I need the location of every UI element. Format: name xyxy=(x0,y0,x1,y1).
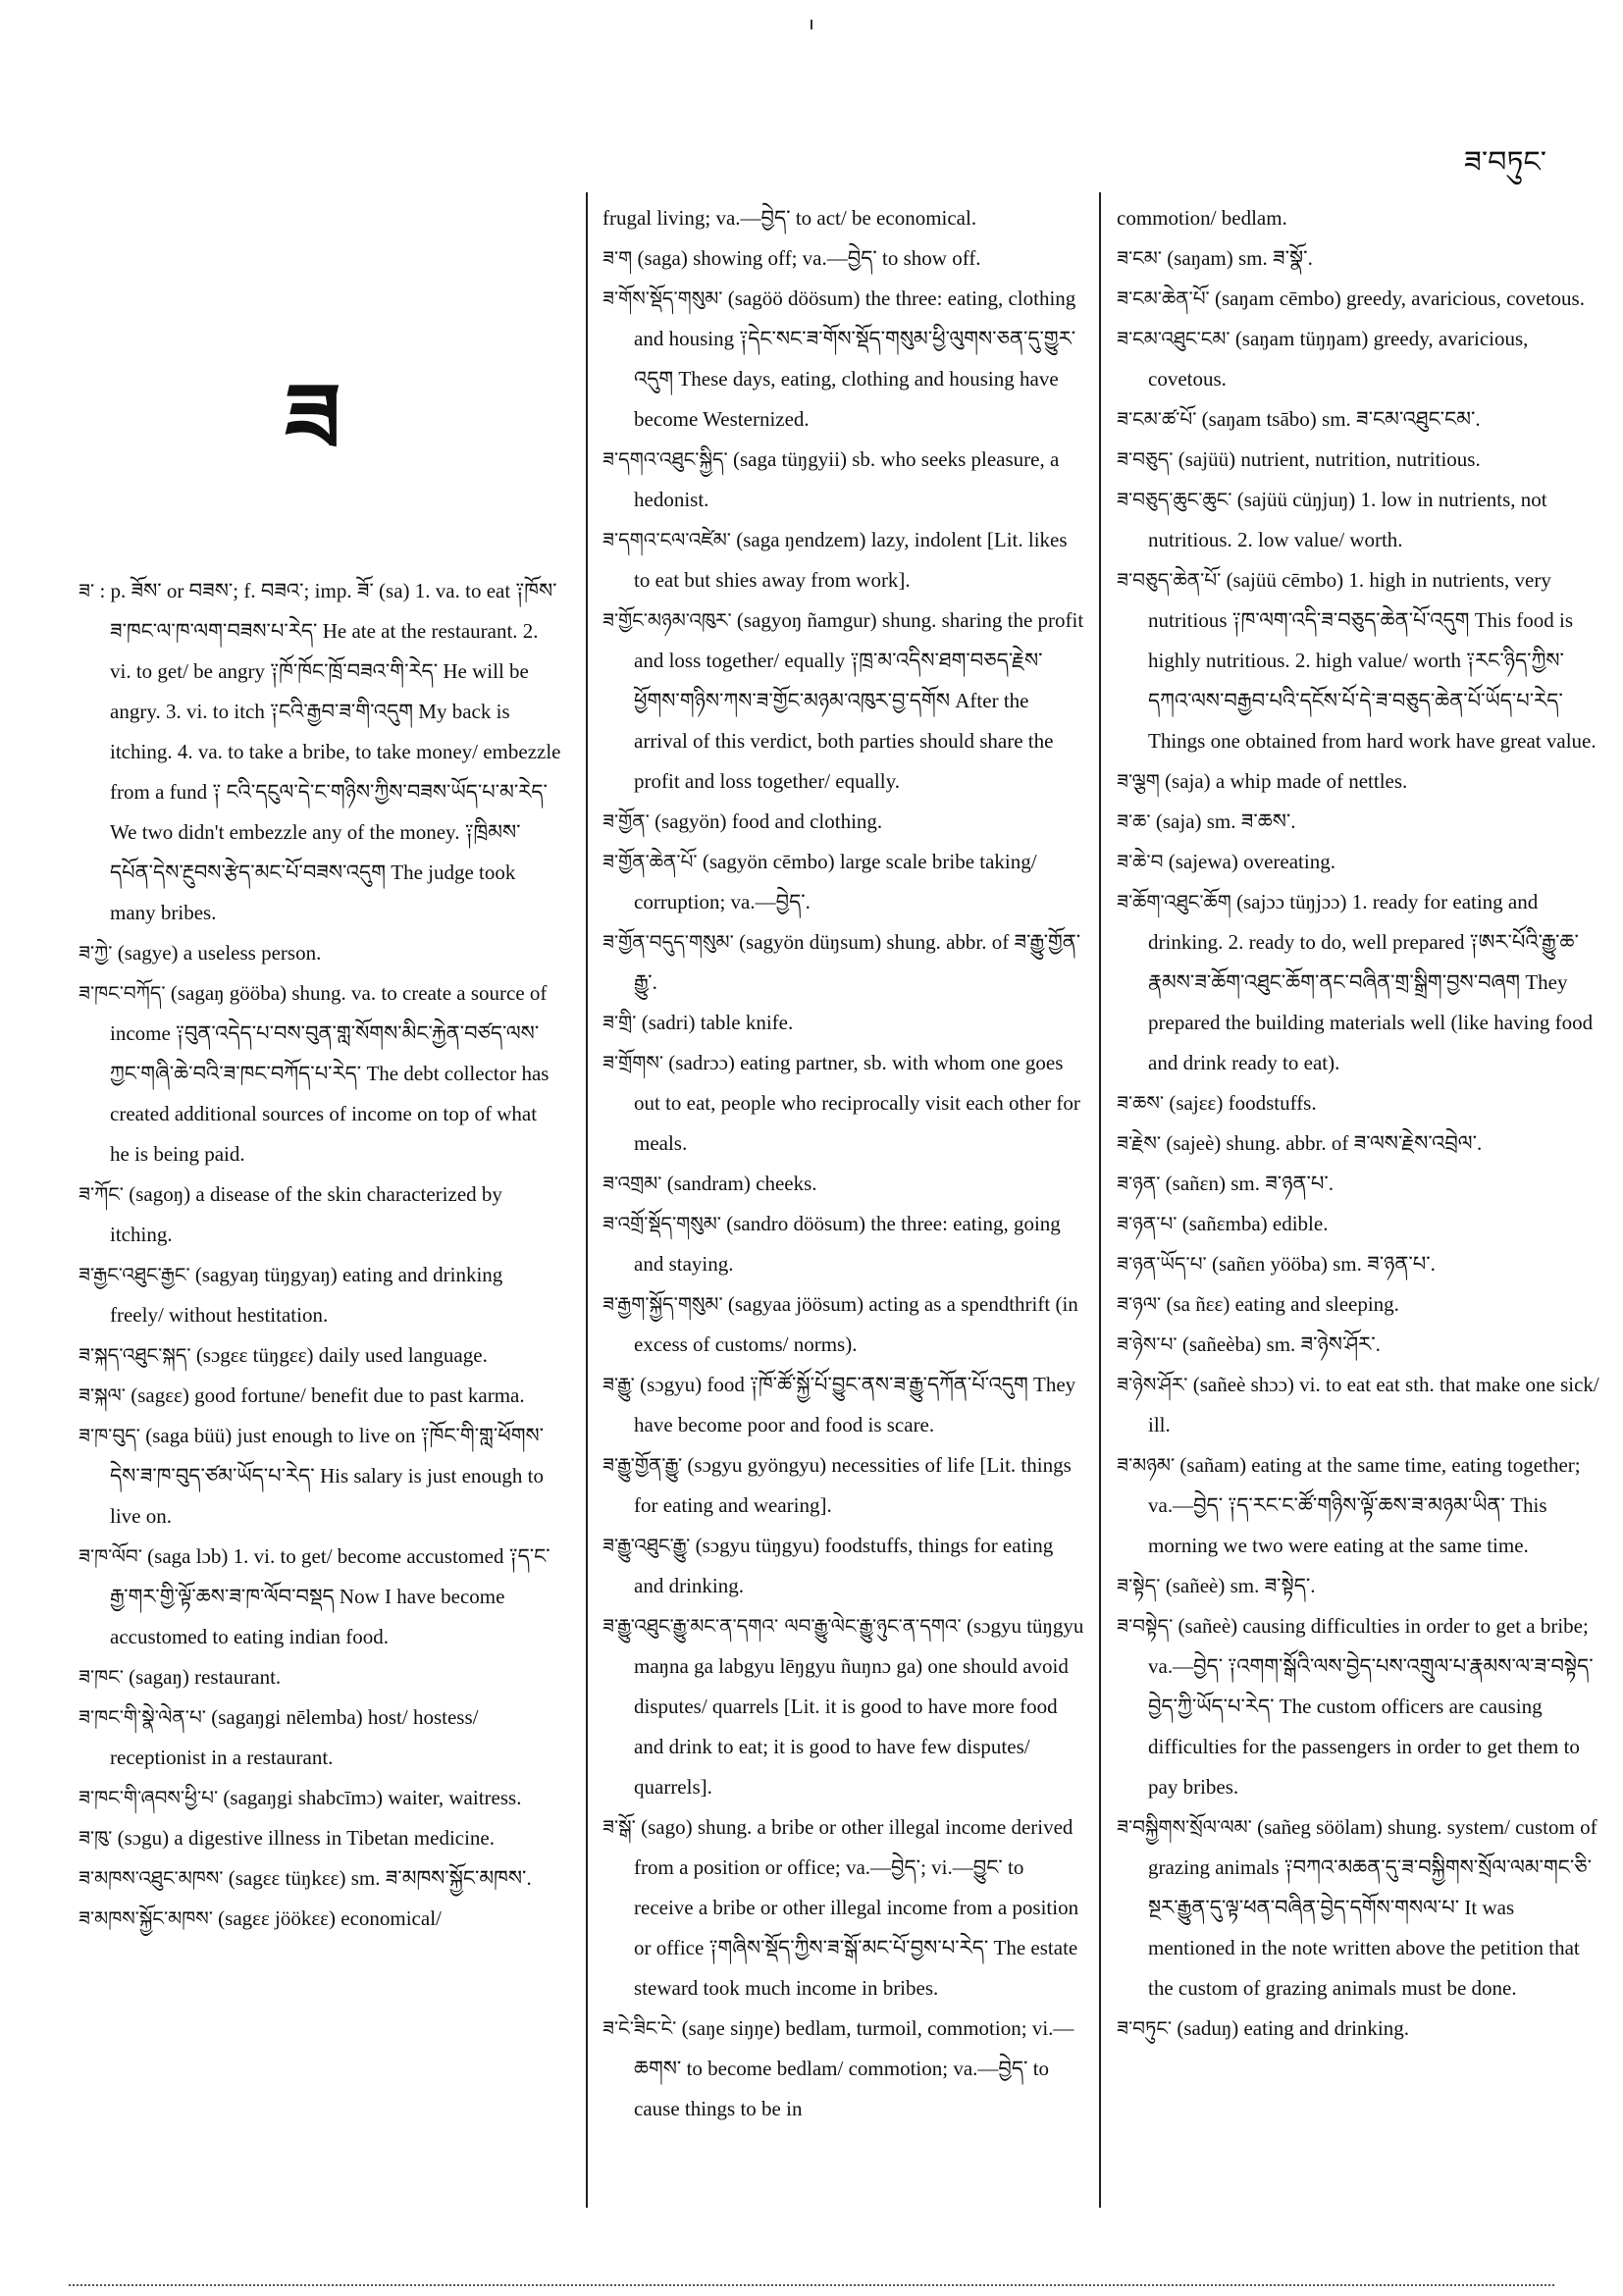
entry-headword: ཟ་བཅུད་ xyxy=(1117,447,1174,471)
entry-definition: (sañɛmba) edible. xyxy=(1181,1212,1329,1235)
entry-headword: ཟ་ཁང་གི་ཞབས་ཕྱི་པ་ xyxy=(79,1786,219,1809)
entry-definition: (sañam) eating at the same time, eating together; va.—བྱེད་ ༑ད་རང་ང་ཚོ་གཉིས་ལྟོ་ཆས་ཟ་མཉམ་ཡིན་ This morning we two were eating at the same time. xyxy=(1148,1453,1581,1557)
dictionary-entry xyxy=(79,1778,561,1818)
entry-headword: ཟ་ཁ་བུད་ xyxy=(79,1424,140,1447)
dictionary-entry xyxy=(1117,1445,1599,1566)
dictionary-entry xyxy=(79,973,561,1174)
entry-headword: ཟ་ཁ་ལོབ་ xyxy=(79,1544,142,1568)
entry-definition: (sañeè) causing difficulties in order to get a bribe; va.—བྱེད་ ༑འགག་སྒོའི་ལས་བྱེད་པས་འགྲུལ་པ་རྣམས་ལ་ཟ་བསྟེད་བྱེད་ཀྱི་ཡོད་པ་རེད་ The custom officers are causing difficulties for the passengers in order to get them to pay bribes. xyxy=(1148,1614,1594,1799)
entry-headword: ཟ་ལྕག xyxy=(1117,769,1160,793)
dictionary-entry xyxy=(602,1606,1085,1807)
dictionary-entry xyxy=(79,1858,561,1899)
entry-headword: ཟ་གོས་སྡོད་གསུམ་ xyxy=(602,287,723,310)
entry-definition: (saga tüŋgyii) sb. who seeks pleasure, a hedonist. xyxy=(634,447,1060,511)
entry-headword: ཟ་ཉེས་པ་ xyxy=(1117,1332,1178,1356)
entry-headword: ཟ་ཆ་ xyxy=(1117,809,1151,833)
entry-headword: ཟ་ངམ་འཐུང་ངམ་ xyxy=(1117,327,1230,350)
entry-headword: ཟ་གྱོན་ xyxy=(602,809,650,833)
dictionary-entry xyxy=(1117,198,1599,238)
dictionary-entry xyxy=(79,1376,561,1416)
entry-definition: (sajüü) nutrient, nutrition, nutritious. xyxy=(1178,447,1481,471)
entry-definition: (sagaŋ) restaurant. xyxy=(129,1665,282,1689)
entry-headword: ཟ་བསྟེད་ xyxy=(1117,1614,1174,1638)
entry-definition: (saŋe siŋŋe) bedlam, turmoil, commotion; vi.—ཆགས་ to become bedlam/ commotion; va.—བྱེད་ to cause things to be in xyxy=(634,2016,1074,2120)
entry-definition: commotion/ bedlam. xyxy=(1117,206,1287,230)
dictionary-entry xyxy=(1117,319,1599,399)
entry-headword: ཟ་རྒྱུ་གྱོན་རྒྱུ་ xyxy=(602,1453,683,1477)
dictionary-entry xyxy=(79,1174,561,1255)
entry-headword: ཟ་ངམ་ཆེན་པོ་ xyxy=(1117,287,1210,310)
entry-headword: ཟ་ཁང་ xyxy=(79,1665,124,1689)
entry-headword: ཟ་ངམ་ཚ་པོ་ xyxy=(1117,407,1197,431)
dictionary-entry xyxy=(602,1365,1085,1445)
entry-headword: ཟ་དགའ་ངལ་འཛེམ་ xyxy=(602,528,731,551)
entry-headword: ཟ་བཅུད་ཆེན་པོ་ xyxy=(1117,568,1222,592)
entry-definition: (sagöö döösum) the three: eating, clothing and housing ༑དེང་སང་ཟ་གོས་སྡོད་གསུམ་ཕྱི་ལུགས་ཅན་དུ་གྱུར་འདུག These days, eating, clothing and housing have become Westernized. xyxy=(634,287,1076,431)
dictionary-entry xyxy=(1117,1244,1599,1284)
entry-headword: ཟ་ངེ་ཟིང་ངེ་ xyxy=(602,2016,677,2040)
entry-definition: (sajeè) shung. abbr. of ཟ་ལས་རྗེས་འབྲེལ་. xyxy=(1166,1131,1483,1155)
entry-definition: (sandram) cheeks. xyxy=(666,1172,817,1195)
dictionary-entry xyxy=(79,933,561,973)
entry-definition: (sadri) table knife. xyxy=(641,1011,794,1034)
entry-headword: ཟ་ཆེ་བ xyxy=(1117,850,1164,873)
dictionary-entry xyxy=(602,1526,1085,1606)
entry-headword: ཟ་སྟེད་ xyxy=(1117,1574,1161,1597)
running-head: ཟ་བཏུང་ xyxy=(1463,146,1546,179)
entry-definition: (sagɛɛ jöökɛɛ) economical/ xyxy=(218,1906,442,1930)
entry-headword: ཟ་རྒྱུ་ xyxy=(602,1373,635,1396)
dictionary-entry xyxy=(1117,1284,1599,1325)
dictionary-entry xyxy=(1117,761,1599,802)
entry-headword: ཟ་ཆོག་འཐུང་ཆོག xyxy=(1117,890,1231,913)
dictionary-entry xyxy=(602,2009,1085,2129)
entry-headword: ཟ་བསྐྱིགས་སྲོལ་ལམ་ xyxy=(1117,1815,1252,1839)
entry-definition: (sañeè shɔɔ) vi. to eat eat sth. that make one sick/ ill. xyxy=(1148,1373,1599,1436)
entry-headword: ཟ་རྒྱང་འཐུང་རྒྱང་ xyxy=(79,1263,190,1286)
entry-headword: ཟ་ཁང་བཀོད་ xyxy=(79,981,166,1005)
dictionary-entry xyxy=(602,1043,1085,1164)
entry-headword: ཟ་རྒྱུ་འཐུང་རྒྱུ་ xyxy=(602,1534,691,1557)
entry-definition: (saŋam tsābo) sm. ཟ་ངམ་འཐུང་ངམ་. xyxy=(1201,407,1481,431)
dictionary-entry xyxy=(602,198,1085,238)
entry-definition: (saja) a whip made of nettles. xyxy=(1165,769,1408,793)
entry-headword: ཟ་བཏུང་ xyxy=(1117,2016,1173,2040)
entry-definition: (sagoŋ) a disease of the skin characterized by itching. xyxy=(110,1182,502,1246)
dictionary-entry xyxy=(1117,1083,1599,1123)
dictionary-entry xyxy=(602,842,1085,922)
entry-headword: ཟ་མཁས་སྐྱོང་མཁས་ xyxy=(79,1906,213,1930)
entry-definition: (sɔgyu tüŋgyu maŋna ga labgyu lēŋgyu ñuŋnɔ ga) one should avoid disputes/ quarrels [Lit. it is good to have more food and drink to eat; it is good to have few disputes/ quarrels]. xyxy=(634,1614,1084,1799)
dictionary-entry xyxy=(1117,802,1599,842)
section-letter: ཟ xyxy=(285,366,341,471)
entry-definition: (sañeè) sm. ཟ་སྟེད་. xyxy=(1165,1574,1316,1597)
dictionary-entry xyxy=(79,1818,561,1858)
entry-headword: ཟ་ཉལ་ xyxy=(1117,1292,1162,1316)
dictionary-entry xyxy=(1117,1566,1599,1606)
entry-headword: ཟ་ཁང་གི་སྣེ་ལེན་པ་ xyxy=(79,1705,206,1729)
entry-definition: (sagɛɛ tüŋkɛɛ) sm. ཟ་མཁས་སྐྱོང་མཁས་. xyxy=(228,1866,532,1890)
dictionary-entry xyxy=(1117,279,1599,319)
dictionary-entry xyxy=(79,1657,561,1697)
entry-definition: (saja) sm. ཟ་ཆས་. xyxy=(1155,809,1296,833)
entry-definition: (saŋam tüŋŋam) greedy, avaricious, covetous. xyxy=(1148,327,1529,391)
dictionary-entry xyxy=(1117,1807,1599,2009)
entry-definition: (sagye) a useless person. xyxy=(117,941,322,965)
dictionary-entry xyxy=(602,1204,1085,1284)
entry-definition: (sajewa) overeating. xyxy=(1168,850,1335,873)
entry-definition: (sɔgyu tüŋgyu) foodstuffs, things for eating and drinking. xyxy=(634,1534,1054,1597)
entry-definition: (saga lɔb) 1. vi. to get/ become accustomed ༑ད་ང་རྒྱ་གར་གྱི་ལྟོ་ཆས་ཟ་ཁ་ལོབ་བསྡད Now I have become accustomed to eating indian food. xyxy=(110,1544,550,1648)
dictionary-entry xyxy=(1117,842,1599,882)
dictionary-entry xyxy=(602,922,1085,1003)
entry-definition: (sagɛɛ) good fortune/ benefit due to past karma. xyxy=(131,1383,525,1407)
column-2 xyxy=(602,198,1085,2129)
entry-definition: (sɔgɛɛ tüŋgɛɛ) daily used language. xyxy=(195,1343,488,1367)
entry-definition: (sagaŋgi shabcīmɔ) waiter, waitress. xyxy=(223,1786,522,1809)
column-3 xyxy=(1117,198,1599,2049)
entry-headword: ཟ་ཉན་པ་ xyxy=(1117,1212,1178,1235)
entry-headword: ཟ་གྱོན་ཆེན་པོ་ xyxy=(602,850,698,873)
entry-headword: ཟ་ཀོང་ xyxy=(79,1182,124,1206)
entry-definition: (sagyön) food and clothing. xyxy=(654,809,883,833)
entry-definition: (sadrɔɔ) eating partner, sb. with whom one goes out to eat, people who reciprocally visit each other for meals. xyxy=(634,1051,1080,1155)
entry-definition: (sajɔɔ tüŋjɔɔ) 1. ready for eating and drinking. 2. ready to do, well prepared ༑ཨར་པོའི་རྒྱུ་ཆ་རྣམས་ཟ་ཆོག་འཐུང་ཆོག་ནང་བཞིན་གྲ་སྒྲིག་བྱས་བཞག They prepared the building materials well (like having food and drink ready to eat). xyxy=(1148,890,1594,1074)
entry-headword: ཟ་ཉན་ཡོད་པ་ xyxy=(1117,1252,1207,1276)
dictionary-entry xyxy=(79,1697,561,1778)
dictionary-entry xyxy=(602,1807,1085,2009)
entry-headword: ཟ་དགའ་འཐུང་སྐྱིད་ xyxy=(602,447,728,471)
entry-headword: ཟ་ xyxy=(79,579,95,602)
entry-definition: (saga büü) just enough to live on ༑ཁོང་གི་གླ་ཕོགས་དེས་ཟ་ཁ་བུད་ཙམ་ཡོད་པ་རེད་ His salary is just enough to live on. xyxy=(110,1424,545,1528)
entry-headword: ཟ་ག xyxy=(602,246,633,270)
dictionary-entry xyxy=(1117,560,1599,761)
entry-definition: : p. ཟོས་ or བཟས་; f. བཟའ་; imp. ཟོ་ (sa) 1. va. to eat ༑ཁོས་ཟ་ཁང་ལ་ཁ་ལག་བཟས་པ་རེད་ He ate at the restaurant. 2. vi. to get/ be angry ༑ཁོ་ཁོང་ཁྲོ་བཟའ་གི་རེད་ He will be angry. 3. vi. to itch ༑ངའི་རྒྱབ་ཟ་གི་འདུག My back is itching. 4. va. to take a bribe, to take money/ embezzle from a fund ༑ ངའི་དངུལ་དེ་ང་གཉིས་ཀྱིས་བཟས་ཡོད་པ་མ་རེད་ We two didn't embezzle any of the money. ༑ཁྲིམས་དཔོན་དེས་རྔུབས་རྩེད་མང་པོ་བཟས་འདུག The judge took many bribes. xyxy=(99,579,561,924)
entry-definition: (saduŋ) eating and drinking. xyxy=(1177,2016,1410,2040)
entry-definition: (sajɛɛ) foodstuffs. xyxy=(1169,1091,1317,1115)
dictionary-entry xyxy=(79,1335,561,1376)
entry-headword: ཟ་ཀྱེ་ xyxy=(79,941,113,965)
entry-headword: ཟ་གྲོགས་ xyxy=(602,1051,664,1074)
entry-definition: (sajüü cēmbo) 1. high in nutrients, very nutritious ༑ཁ་ལག་འདི་ཟ་བཅུད་ཆེན་པོ་འདུག This food is highly nutritious. 2. high value/ worth ༑རང་ཉིད་ཀྱིས་དཀའ་ལས་བརྒྱབ་པའི་དངོས་པོ་དེ་ཟ་བཅུད་ཆེན་པོ་ཡོད་པ་རེད་ Things one obtained from hard work have great value. xyxy=(1148,568,1597,753)
column-rule xyxy=(586,192,588,2208)
dictionary-entry xyxy=(79,1255,561,1335)
dictionary-entry xyxy=(1117,399,1599,440)
entry-headword: ཟ་གྱོང་མཉམ་འཁུར་ xyxy=(602,608,732,632)
dictionary-entry xyxy=(602,1284,1085,1365)
dictionary-entry xyxy=(602,1003,1085,1043)
scan-mark xyxy=(811,20,812,29)
dictionary-entry xyxy=(602,279,1085,440)
entry-headword: ཟ་རྒྱུ་འཐུང་རྒྱུ་མང་ན་དགའ་ ལབ་རྒྱུ་ལེང་རྒྱུ་ཉུང་ན་དགའ་ xyxy=(602,1614,962,1638)
bottom-rule xyxy=(69,2284,1554,2286)
entry-definition: (sɔgyu) food ༑ཁོ་ཚོ་སྐྱོ་པོ་བྱུང་ནས་ཟ་རྒྱུ་དཀོན་པོ་འདུག They have become poor and food is scare. xyxy=(634,1373,1076,1436)
dictionary-entry xyxy=(602,1164,1085,1204)
entry-headword: ཟ་མཉམ་ xyxy=(1117,1453,1176,1477)
entry-definition: (sañɛn yööba) sm. ཟ་ཉན་པ་. xyxy=(1211,1252,1436,1276)
entry-headword: ཟ་འགྲོ་སྡོད་གསུམ་ xyxy=(602,1212,721,1235)
entry-definition: (sɔgyu gyöngyu) necessities of life [Lit. things for eating and wearing]. xyxy=(634,1453,1072,1517)
dictionary-entry xyxy=(602,520,1085,600)
entry-headword: ཟ་ངམ་ xyxy=(1117,246,1162,270)
entry-definition: (sɔgu) a digestive illness in Tibetan medicine. xyxy=(117,1826,495,1850)
entry-definition: (sagaŋgi nēlemba) host/ hostess/ receptionist in a restaurant. xyxy=(110,1705,479,1769)
column-rule xyxy=(1099,192,1101,2208)
column-1 xyxy=(79,571,561,1939)
entry-headword: ཟ་འགྲམ་ xyxy=(602,1172,662,1195)
dictionary-entry xyxy=(602,1445,1085,1526)
entry-headword: ཟ་ཆས་ xyxy=(1117,1091,1165,1115)
entry-definition: (sagyoŋ ñamgur) shung. sharing the profit and loss together/ equally ༑ཁྲ་མ་འདིས་ཐག་བཅད་རྗེས་ཕྱོགས་གཉིས་ཀས་ཟ་གྱོང་མཉམ་འཁུར་བྱ་དགོས After the arrival of this verdict, both parties should share the profit and loss together/ equally. xyxy=(634,608,1084,793)
entry-definition: (sandro döösum) the three: eating, going and staying. xyxy=(634,1212,1061,1276)
entry-definition: (sago) shung. a bribe or other illegal income derived from a position or office; va.—བྱེད་; vi.—བྱུང་ to receive a bribe or other illegal income from a position or office ༑གཞིས་སྡོད་ཀྱིས་ཟ་སྒོ་མང་པོ་བྱས་པ་རེད་ The estate steward took much income in bribes. xyxy=(634,1815,1079,2000)
dictionary-entry xyxy=(1117,1164,1599,1204)
entry-definition: (sagyaa jöösum) acting as a spendthrift (in excess of customs/ norms). xyxy=(634,1292,1078,1356)
entry-definition: (sagyaŋ tüŋgyaŋ) eating and drinking freely/ without hestitation. xyxy=(110,1263,503,1327)
entry-headword: ཟ་ཉན་ xyxy=(1117,1172,1161,1195)
entry-headword: ཟ་མཁས་འཐུང་མཁས་ xyxy=(79,1866,224,1890)
entry-definition: (saŋam) sm. ཟ་སྣོ་. xyxy=(1167,246,1313,270)
entry-headword: ཟ་སྐད་འཐུང་སྐད་ xyxy=(79,1343,191,1367)
entry-definition: (saŋam cēmbo) greedy, avaricious, covetous. xyxy=(1215,287,1585,310)
entry-definition: (sa ñɛɛ) eating and sleeping. xyxy=(1166,1292,1399,1316)
dictionary-entry xyxy=(1117,1606,1599,1807)
dictionary-entry xyxy=(79,1537,561,1657)
dictionary-entry xyxy=(602,440,1085,520)
dictionary-entry xyxy=(1117,882,1599,1083)
entry-headword: ཟ་ཉེས་ཤོར་ xyxy=(1117,1373,1188,1396)
entry-headword: ཟ་རྒྱག་སྐྱོད་གསུམ་ xyxy=(602,1292,723,1316)
entry-definition: frugal living; va.—བྱེད་ to act/ be economical. xyxy=(602,206,977,230)
entry-headword: ཟ་སྒོ་ xyxy=(602,1815,636,1839)
entry-headword: ཟ་བཅུད་ཆུང་ཆུང་ xyxy=(1117,488,1232,511)
dictionary-entry xyxy=(1117,480,1599,560)
entry-definition: (sajüü cüŋjuŋ) 1. low in nutrients, not nutritious. 2. low value/ worth. xyxy=(1148,488,1547,551)
entry-headword: ཟ་རྗེས་ xyxy=(1117,1131,1162,1155)
entry-definition: (sañeg söölam) shung. system/ custom of grazing animals ༑བཀའ་མཆན་དུ་ཟ་བསྐྱིགས་སྲོལ་ལམ་གང་ཅི་སྔར་རྒྱུན་དུ་ལྟ་ཕན་བཞིན་བྱེད་དགོས་གསལ་པ་ It was mentioned in the note written above the petition that the custom of grazing animals must be done. xyxy=(1148,1815,1597,2000)
dictionary-entry xyxy=(1117,238,1599,279)
entry-definition: (sagaŋ gööba) shung. va. to create a source of income ༑བུན་འདེད་པ་བས་བུན་གླ་སོགས་མིང་རྐྱེན་བཙད་ལས་ཀྱང་གཞི་ཆེ་བའི་ཟ་ཁང་བཀོད་པ་རེད་ The debt collector has created additional sources of income on top of what he is being paid. xyxy=(110,981,550,1166)
entry-headword: ཟ་གྱོན་བདུད་གསུམ་ xyxy=(602,930,734,954)
dictionary-entry xyxy=(602,238,1085,279)
dictionary-entry xyxy=(602,600,1085,802)
dictionary-entry xyxy=(1117,1365,1599,1445)
dictionary-entry xyxy=(79,571,561,933)
dictionary-entry xyxy=(1117,1123,1599,1164)
entry-definition: (sañɛn) sm. ཟ་ཉན་པ་. xyxy=(1165,1172,1334,1195)
dictionary-entry xyxy=(602,802,1085,842)
entry-definition: (sagyön cēmbo) large scale bribe taking/ corruption; va.—བྱེད་. xyxy=(634,850,1037,913)
dictionary-entry xyxy=(1117,440,1599,480)
dictionary-entry xyxy=(1117,1204,1599,1244)
entry-definition: (saga) showing off; va.—བྱེད་ to show off. xyxy=(637,246,981,270)
entry-headword: ཟ་སྐལ་ xyxy=(79,1383,126,1407)
dictionary-entry xyxy=(1117,2009,1599,2049)
entry-definition: (sañeèba) sm. ཟ་ཉེས་ཤོར་. xyxy=(1181,1332,1381,1356)
entry-headword: ཟ་ཁུ་ xyxy=(79,1826,113,1850)
entry-definition: (sagyön düŋsum) shung. abbr. of ཟ་རྒྱུ་གྱོན་རྒྱུ་. xyxy=(634,930,1081,994)
dictionary-entry xyxy=(1117,1325,1599,1365)
entry-definition: (saga ŋendzem) lazy, indolent [Lit. likes to eat but shies away from work]. xyxy=(634,528,1068,592)
dictionary-entry xyxy=(79,1416,561,1537)
dictionary-entry xyxy=(79,1899,561,1939)
entry-headword: ཟ་གྲི་ xyxy=(602,1011,637,1034)
